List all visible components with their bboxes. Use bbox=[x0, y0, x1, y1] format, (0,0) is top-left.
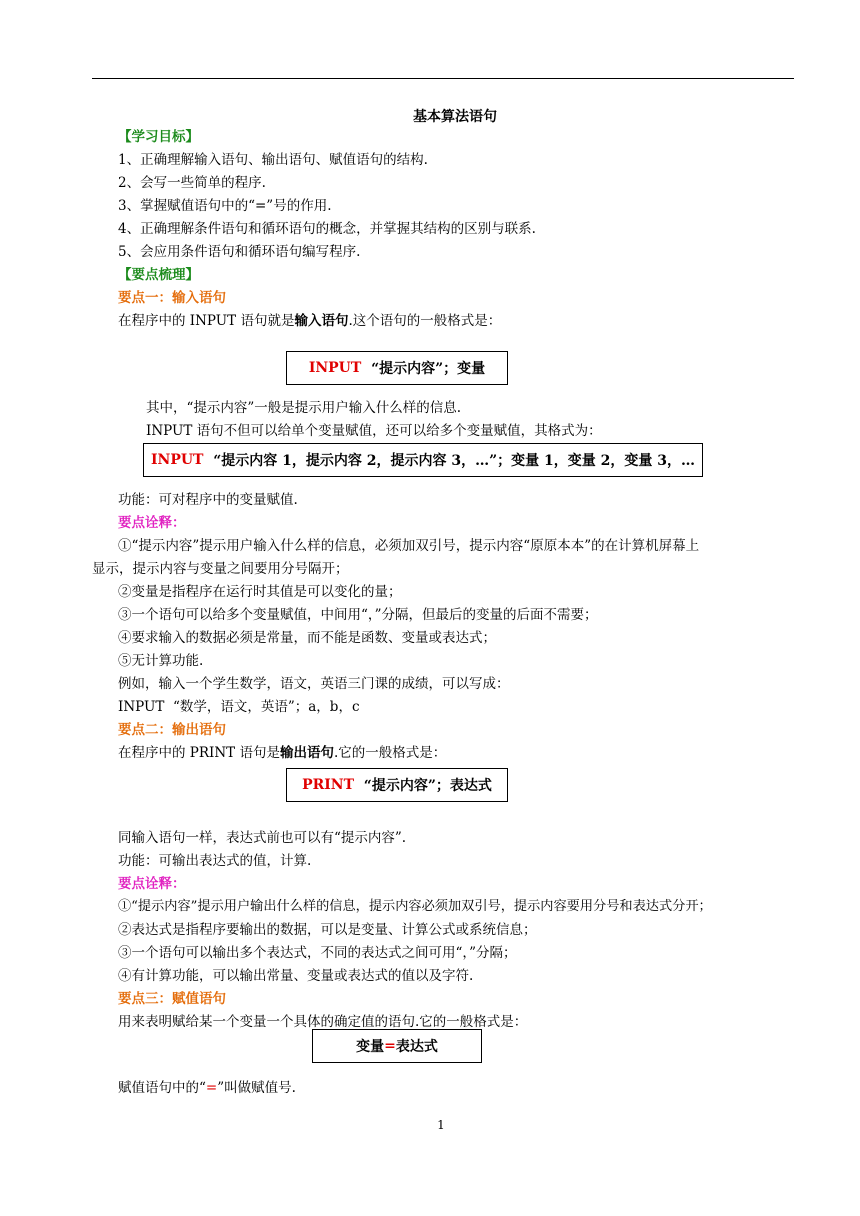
assignment-note-eq: = bbox=[205, 1080, 218, 1096]
input-explain-2: ②变量是指程序在运行时其值是可以变化的量； bbox=[118, 584, 402, 600]
output-explain-heading: 要点诠释： bbox=[118, 876, 186, 892]
assignment-format-box bbox=[312, 1029, 482, 1063]
output-explain-1: ①“提示内容”提示用户输出什么样的信息，提示内容必须加双引号，提示内容要用分号和表达式分开； bbox=[118, 899, 712, 914]
assignment-intro: 用来表明赋给某一个变量一个具体的确定值的语句.它的一般格式是： bbox=[118, 1014, 528, 1030]
output-intro-pre: 在程序中的 PRINT 语句是 bbox=[118, 745, 280, 761]
input-intro bbox=[118, 312, 501, 330]
assignment-note-post: ”叫做赋值号. bbox=[217, 1080, 296, 1096]
input-example-code: INPUT “数学，语文，英语”；a，b，c bbox=[118, 699, 360, 715]
input-explain-3: ③一个语句可以给多个变量赋值，中间用“，”分隔，但最后的变量的后面不需要； bbox=[118, 607, 598, 623]
input-multi-keyword: INPUT bbox=[150, 452, 204, 468]
objective-item: 5、会应用条件语句和循环语句编写程序. bbox=[118, 244, 361, 260]
input-explain-4: ④要求输入的数据必须是常量，而不能是函数、变量或表达式； bbox=[118, 630, 496, 646]
input-example: 例如，输入一个学生数学，语文，英语三门课的成绩，可以写成： bbox=[118, 676, 510, 692]
output-explain-4: ④有计算功能，可以输出常量、变量或表达式的值以及字符. bbox=[118, 968, 474, 984]
input-explain-5: ⑤无计算功能. bbox=[118, 653, 204, 669]
assignment-note-pre: 赋值语句中的“ bbox=[118, 1080, 206, 1096]
objective-item: 2、会写一些简单的程序. bbox=[118, 175, 266, 191]
output-note-1: 同输入语句一样，表达式前也可以有“提示内容”. bbox=[118, 830, 407, 846]
input-note-1: 其中，“提示内容”一般是提示用户输入什么样的信息. bbox=[146, 400, 462, 416]
section-heading-output: 要点二：输出语句 bbox=[118, 722, 226, 738]
output-function: 功能：可输出表达式的值，计算. bbox=[118, 853, 312, 869]
objective-item: 4、正确理解条件语句和循环语句的概念，并掌握其结构的区别与联系. bbox=[118, 221, 536, 237]
assignment-variable: 变量 bbox=[356, 1039, 385, 1055]
input-intro-bold: 输入语句 bbox=[294, 313, 349, 329]
input-multi-format-box bbox=[143, 443, 703, 477]
input-function: 功能：可对程序中的变量赋值. bbox=[118, 492, 298, 508]
section-heading-assignment: 要点三：赋值语句 bbox=[118, 991, 226, 1007]
input-multi-format-text: “提示内容 1，提示内容 2，提示内容 3，…”；变量 1，变量 2，变量 3，… bbox=[213, 453, 696, 469]
input-note-2: INPUT 语句不但可以给单个变量赋值，还可以给多个变量赋值，其格式为： bbox=[146, 423, 602, 439]
input-intro-pre: 在程序中的 INPUT 语句就是 bbox=[118, 313, 295, 329]
assignment-note bbox=[118, 1079, 296, 1097]
print-format-box bbox=[286, 768, 508, 802]
print-format-text: “提示内容”；表达式 bbox=[363, 778, 492, 794]
keypoints-heading: 【要点梳理】 bbox=[118, 267, 199, 283]
output-intro-post: .它的一般格式是： bbox=[333, 745, 447, 761]
input-format-box bbox=[286, 351, 508, 385]
output-intro-bold: 输出语句 bbox=[279, 745, 334, 761]
objective-item: 3、掌握赋值语句中的“=”号的作用. bbox=[118, 198, 332, 214]
input-keyword: INPUT bbox=[308, 360, 362, 376]
section-heading-input: 要点一：输入语句 bbox=[118, 290, 226, 306]
objective-item: 1、正确理解输入语句、输出语句、赋值语句的结构. bbox=[118, 152, 428, 168]
input-explain-1b: 显示，提示内容与变量之间要用分号隔开； bbox=[92, 561, 349, 577]
assignment-expression: 表达式 bbox=[395, 1039, 438, 1055]
page-number: 1 bbox=[437, 1118, 445, 1132]
input-format-text: “提示内容”；变量 bbox=[371, 361, 486, 377]
objectives-heading: 【学习目标】 bbox=[118, 129, 199, 145]
output-intro bbox=[118, 744, 446, 762]
assignment-equals: = bbox=[384, 1038, 396, 1054]
input-intro-post: .这个语句的一般格式是： bbox=[348, 313, 502, 329]
input-explain-1a: ①“提示内容”提示用户输入什么样的信息，必须加双引号，提示内容“原原本本”的在计算机屏幕上 bbox=[118, 538, 700, 554]
input-explain-heading: 要点诠释： bbox=[118, 515, 186, 531]
output-explain-2: ②表达式是指程序要输出的数据，可以是变量、计算公式或系统信息； bbox=[118, 922, 537, 938]
output-explain-3: ③一个语句可以输出多个表达式，不同的表达式之间可用“，”分隔； bbox=[118, 945, 517, 961]
page-title: 基本算法语句 bbox=[413, 109, 497, 125]
header-rule bbox=[92, 78, 794, 79]
print-keyword: PRINT bbox=[302, 777, 355, 793]
